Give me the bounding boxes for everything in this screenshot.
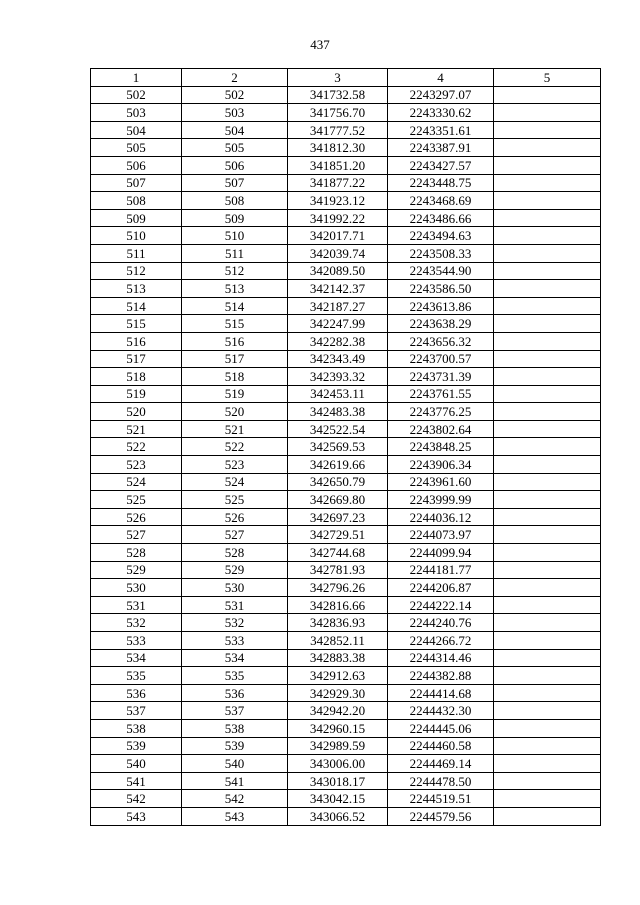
table-cell: 342816.66 bbox=[288, 596, 388, 614]
column-header: 1 bbox=[91, 69, 182, 87]
table-cell bbox=[494, 121, 601, 139]
table-row bbox=[91, 156, 601, 174]
table-cell bbox=[494, 737, 601, 755]
table-cell: 2244314.46 bbox=[388, 649, 494, 667]
table-cell: 533 bbox=[182, 632, 288, 650]
table-cell: 521 bbox=[182, 420, 288, 438]
table-cell: 342039.74 bbox=[288, 244, 388, 262]
table-cell: 342912.63 bbox=[288, 667, 388, 685]
table-cell: 519 bbox=[182, 385, 288, 403]
table-row bbox=[91, 632, 601, 650]
table-cell: 341923.12 bbox=[288, 192, 388, 210]
table-cell: 542 bbox=[91, 790, 182, 808]
column-header: 4 bbox=[388, 69, 494, 87]
table-row bbox=[91, 104, 601, 122]
table-cell bbox=[494, 544, 601, 562]
table-cell: 503 bbox=[182, 104, 288, 122]
table-cell bbox=[494, 526, 601, 544]
table-cell: 2244445.06 bbox=[388, 719, 494, 737]
table-row bbox=[91, 403, 601, 421]
table-cell: 2244432.30 bbox=[388, 702, 494, 720]
table-cell: 538 bbox=[91, 719, 182, 737]
table-cell: 2244099.94 bbox=[388, 544, 494, 562]
table-cell bbox=[494, 139, 601, 157]
table-cell: 531 bbox=[91, 596, 182, 614]
table-cell: 531 bbox=[182, 596, 288, 614]
table-cell: 342989.59 bbox=[288, 737, 388, 755]
table-cell: 518 bbox=[91, 368, 182, 386]
table-row bbox=[91, 297, 601, 315]
table-cell: 527 bbox=[91, 526, 182, 544]
table-row bbox=[91, 702, 601, 720]
table-cell: 342187.27 bbox=[288, 297, 388, 315]
table-cell: 342343.49 bbox=[288, 350, 388, 368]
table-cell bbox=[494, 174, 601, 192]
table-cell: 2244414.68 bbox=[388, 684, 494, 702]
table-cell bbox=[494, 262, 601, 280]
table-header-row bbox=[91, 69, 601, 87]
table-cell: 2243906.34 bbox=[388, 456, 494, 474]
table-cell: 342569.53 bbox=[288, 438, 388, 456]
table-cell: 2244036.12 bbox=[388, 508, 494, 526]
table-cell: 522 bbox=[182, 438, 288, 456]
table-row bbox=[91, 456, 601, 474]
table-cell: 342142.37 bbox=[288, 280, 388, 298]
table-row bbox=[91, 315, 601, 333]
table-cell bbox=[494, 649, 601, 667]
table-cell: 343042.15 bbox=[288, 790, 388, 808]
table-row bbox=[91, 508, 601, 526]
table-cell: 343066.52 bbox=[288, 807, 388, 825]
table-cell: 543 bbox=[91, 807, 182, 825]
table-cell: 342619.66 bbox=[288, 456, 388, 474]
table-cell: 2243961.60 bbox=[388, 473, 494, 491]
table-cell: 341756.70 bbox=[288, 104, 388, 122]
table-row bbox=[91, 244, 601, 262]
table-cell: 509 bbox=[91, 209, 182, 227]
table-cell: 2243486.66 bbox=[388, 209, 494, 227]
table-cell bbox=[494, 807, 601, 825]
table-cell: 536 bbox=[182, 684, 288, 702]
table-cell: 2244222.14 bbox=[388, 596, 494, 614]
table-cell bbox=[494, 614, 601, 632]
table-cell: 342650.79 bbox=[288, 473, 388, 491]
table-cell: 509 bbox=[182, 209, 288, 227]
table-cell bbox=[494, 596, 601, 614]
table-row bbox=[91, 350, 601, 368]
table-cell: 524 bbox=[182, 473, 288, 491]
table-cell: 341732.58 bbox=[288, 86, 388, 104]
table-cell: 342836.93 bbox=[288, 614, 388, 632]
table-cell: 342929.30 bbox=[288, 684, 388, 702]
table-cell bbox=[494, 227, 601, 245]
table-row bbox=[91, 192, 601, 210]
table-cell: 2243297.07 bbox=[388, 86, 494, 104]
table-row bbox=[91, 544, 601, 562]
table-cell: 2244579.56 bbox=[388, 807, 494, 825]
table-row bbox=[91, 174, 601, 192]
table-cell: 520 bbox=[182, 403, 288, 421]
table-cell bbox=[494, 192, 601, 210]
table-cell: 519 bbox=[91, 385, 182, 403]
table-row bbox=[91, 332, 601, 350]
table-row bbox=[91, 526, 601, 544]
column-header: 3 bbox=[288, 69, 388, 87]
table-cell: 2243351.61 bbox=[388, 121, 494, 139]
table-cell bbox=[494, 702, 601, 720]
table-cell: 528 bbox=[91, 544, 182, 562]
table-cell: 523 bbox=[91, 456, 182, 474]
table-cell: 522 bbox=[91, 438, 182, 456]
table-cell: 341851.20 bbox=[288, 156, 388, 174]
table-row bbox=[91, 561, 601, 579]
table-cell bbox=[494, 350, 601, 368]
table-cell: 512 bbox=[91, 262, 182, 280]
table-cell: 2243427.57 bbox=[388, 156, 494, 174]
table-cell: 2244266.72 bbox=[388, 632, 494, 650]
table-row bbox=[91, 139, 601, 157]
table-cell: 505 bbox=[91, 139, 182, 157]
table-cell bbox=[494, 667, 601, 685]
table-cell: 2243544.90 bbox=[388, 262, 494, 280]
table-row bbox=[91, 579, 601, 597]
table-cell bbox=[494, 420, 601, 438]
table-cell bbox=[494, 156, 601, 174]
table-cell: 342744.68 bbox=[288, 544, 388, 562]
table-cell: 341812.30 bbox=[288, 139, 388, 157]
table-cell bbox=[494, 244, 601, 262]
table-row bbox=[91, 684, 601, 702]
table-cell: 542 bbox=[182, 790, 288, 808]
table-cell: 341992.22 bbox=[288, 209, 388, 227]
table-cell: 520 bbox=[91, 403, 182, 421]
table-cell: 2243656.32 bbox=[388, 332, 494, 350]
table-cell: 506 bbox=[182, 156, 288, 174]
table-cell: 526 bbox=[91, 508, 182, 526]
table-cell: 2243494.63 bbox=[388, 227, 494, 245]
table-cell: 541 bbox=[91, 772, 182, 790]
table-cell: 2244181.77 bbox=[388, 561, 494, 579]
table-row bbox=[91, 438, 601, 456]
table-cell: 535 bbox=[91, 667, 182, 685]
table-cell bbox=[494, 561, 601, 579]
table-cell: 343006.00 bbox=[288, 755, 388, 773]
table-cell: 512 bbox=[182, 262, 288, 280]
table-row bbox=[91, 121, 601, 139]
table-cell: 342960.15 bbox=[288, 719, 388, 737]
table-cell: 507 bbox=[91, 174, 182, 192]
table-cell bbox=[494, 438, 601, 456]
table-row bbox=[91, 262, 601, 280]
table-cell: 504 bbox=[91, 121, 182, 139]
table-cell: 534 bbox=[182, 649, 288, 667]
table-cell: 513 bbox=[91, 280, 182, 298]
table-cell: 511 bbox=[91, 244, 182, 262]
table-cell: 2243508.33 bbox=[388, 244, 494, 262]
table-cell: 510 bbox=[182, 227, 288, 245]
table-cell: 2244206.87 bbox=[388, 579, 494, 597]
table-cell: 514 bbox=[91, 297, 182, 315]
table-row bbox=[91, 649, 601, 667]
table-cell: 529 bbox=[91, 561, 182, 579]
table-cell: 502 bbox=[182, 86, 288, 104]
table-cell: 2243638.29 bbox=[388, 315, 494, 333]
table-cell bbox=[494, 209, 601, 227]
table-cell bbox=[494, 473, 601, 491]
table-cell: 503 bbox=[91, 104, 182, 122]
table-cell: 536 bbox=[91, 684, 182, 702]
table-cell: 537 bbox=[91, 702, 182, 720]
table-cell: 514 bbox=[182, 297, 288, 315]
table-cell: 537 bbox=[182, 702, 288, 720]
table-cell: 342852.11 bbox=[288, 632, 388, 650]
table-cell: 2243586.50 bbox=[388, 280, 494, 298]
table-row bbox=[91, 614, 601, 632]
table-cell bbox=[494, 403, 601, 421]
table-cell bbox=[494, 790, 601, 808]
table-cell: 524 bbox=[91, 473, 182, 491]
table-cell: 341877.22 bbox=[288, 174, 388, 192]
table-cell: 2244073.97 bbox=[388, 526, 494, 544]
table-row bbox=[91, 385, 601, 403]
column-header: 2 bbox=[182, 69, 288, 87]
table-cell: 2243700.57 bbox=[388, 350, 494, 368]
table-row bbox=[91, 807, 601, 825]
table-cell: 2244240.76 bbox=[388, 614, 494, 632]
table-cell: 539 bbox=[91, 737, 182, 755]
table-cell: 2243761.55 bbox=[388, 385, 494, 403]
table-cell bbox=[494, 280, 601, 298]
table-cell: 342883.38 bbox=[288, 649, 388, 667]
table-cell: 539 bbox=[182, 737, 288, 755]
table-cell bbox=[494, 755, 601, 773]
table-row bbox=[91, 473, 601, 491]
table-row bbox=[91, 667, 601, 685]
table-cell: 517 bbox=[91, 350, 182, 368]
table-cell bbox=[494, 508, 601, 526]
table-cell: 342393.32 bbox=[288, 368, 388, 386]
table-cell: 2243731.39 bbox=[388, 368, 494, 386]
table-row bbox=[91, 491, 601, 509]
table-row bbox=[91, 755, 601, 773]
table-cell: 525 bbox=[182, 491, 288, 509]
table-row bbox=[91, 737, 601, 755]
table-cell: 343018.17 bbox=[288, 772, 388, 790]
table-cell: 513 bbox=[182, 280, 288, 298]
table-cell: 538 bbox=[182, 719, 288, 737]
table-cell: 516 bbox=[182, 332, 288, 350]
table-cell: 527 bbox=[182, 526, 288, 544]
table-cell: 530 bbox=[91, 579, 182, 597]
table-cell: 516 bbox=[91, 332, 182, 350]
table-cell: 528 bbox=[182, 544, 288, 562]
table-cell: 534 bbox=[91, 649, 182, 667]
table-body bbox=[91, 86, 601, 825]
table-cell: 2243776.25 bbox=[388, 403, 494, 421]
table-cell: 342453.11 bbox=[288, 385, 388, 403]
table-row bbox=[91, 209, 601, 227]
table-row bbox=[91, 368, 601, 386]
table-cell bbox=[494, 315, 601, 333]
table-row bbox=[91, 227, 601, 245]
table-cell: 2244469.14 bbox=[388, 755, 494, 773]
table-cell: 342522.54 bbox=[288, 420, 388, 438]
table-cell: 2244382.88 bbox=[388, 667, 494, 685]
table-cell: 342669.80 bbox=[288, 491, 388, 509]
table-cell: 2243387.91 bbox=[388, 139, 494, 157]
table-cell: 342247.99 bbox=[288, 315, 388, 333]
table-cell: 521 bbox=[91, 420, 182, 438]
table-cell: 508 bbox=[91, 192, 182, 210]
table-cell: 2243613.86 bbox=[388, 297, 494, 315]
table-cell: 525 bbox=[91, 491, 182, 509]
table-row bbox=[91, 790, 601, 808]
table-cell: 2243802.64 bbox=[388, 420, 494, 438]
table-row bbox=[91, 420, 601, 438]
table-cell: 505 bbox=[182, 139, 288, 157]
table-cell: 523 bbox=[182, 456, 288, 474]
table-row bbox=[91, 86, 601, 104]
table-cell: 532 bbox=[182, 614, 288, 632]
table-cell bbox=[494, 772, 601, 790]
table-cell: 530 bbox=[182, 579, 288, 597]
table-cell: 518 bbox=[182, 368, 288, 386]
table-cell bbox=[494, 719, 601, 737]
table-cell bbox=[494, 368, 601, 386]
page-number: 437 bbox=[310, 37, 330, 52]
table-cell: 511 bbox=[182, 244, 288, 262]
table-cell: 510 bbox=[91, 227, 182, 245]
table-cell: 508 bbox=[182, 192, 288, 210]
table-cell: 543 bbox=[182, 807, 288, 825]
table-cell bbox=[494, 491, 601, 509]
table-cell: 342729.51 bbox=[288, 526, 388, 544]
table-cell bbox=[494, 297, 601, 315]
table-row bbox=[91, 596, 601, 614]
table-cell: 341777.52 bbox=[288, 121, 388, 139]
table-cell bbox=[494, 684, 601, 702]
table-cell: 515 bbox=[91, 315, 182, 333]
table-cell: 541 bbox=[182, 772, 288, 790]
table-cell: 533 bbox=[91, 632, 182, 650]
table-cell bbox=[494, 86, 601, 104]
table-cell: 342089.50 bbox=[288, 262, 388, 280]
table-cell: 2243999.99 bbox=[388, 491, 494, 509]
table-cell bbox=[494, 385, 601, 403]
coordinates-table bbox=[90, 68, 601, 826]
table-cell: 342942.20 bbox=[288, 702, 388, 720]
table-cell: 342781.93 bbox=[288, 561, 388, 579]
table-cell: 2243330.62 bbox=[388, 104, 494, 122]
table-cell: 502 bbox=[91, 86, 182, 104]
table-cell bbox=[494, 579, 601, 597]
table-cell: 532 bbox=[91, 614, 182, 632]
table-cell: 342697.23 bbox=[288, 508, 388, 526]
table-row bbox=[91, 280, 601, 298]
table-cell: 2243448.75 bbox=[388, 174, 494, 192]
table-cell: 342796.26 bbox=[288, 579, 388, 597]
table-cell: 2244519.51 bbox=[388, 790, 494, 808]
table-cell: 535 bbox=[182, 667, 288, 685]
table-cell: 540 bbox=[182, 755, 288, 773]
table-cell: 515 bbox=[182, 315, 288, 333]
table-cell: 507 bbox=[182, 174, 288, 192]
table-cell: 529 bbox=[182, 561, 288, 579]
table-cell: 342483.38 bbox=[288, 403, 388, 421]
table-row bbox=[91, 772, 601, 790]
table-cell: 342017.71 bbox=[288, 227, 388, 245]
table-cell bbox=[494, 332, 601, 350]
table-cell: 342282.38 bbox=[288, 332, 388, 350]
table-cell: 504 bbox=[182, 121, 288, 139]
table-cell: 540 bbox=[91, 755, 182, 773]
table-cell: 2243468.69 bbox=[388, 192, 494, 210]
column-header: 5 bbox=[494, 69, 601, 87]
table-row bbox=[91, 719, 601, 737]
table-cell bbox=[494, 456, 601, 474]
table-cell: 2243848.25 bbox=[388, 438, 494, 456]
table-cell: 2244460.58 bbox=[388, 737, 494, 755]
table-cell bbox=[494, 632, 601, 650]
table-cell: 506 bbox=[91, 156, 182, 174]
table-cell: 526 bbox=[182, 508, 288, 526]
table-cell: 517 bbox=[182, 350, 288, 368]
table-cell: 2244478.50 bbox=[388, 772, 494, 790]
table-cell bbox=[494, 104, 601, 122]
